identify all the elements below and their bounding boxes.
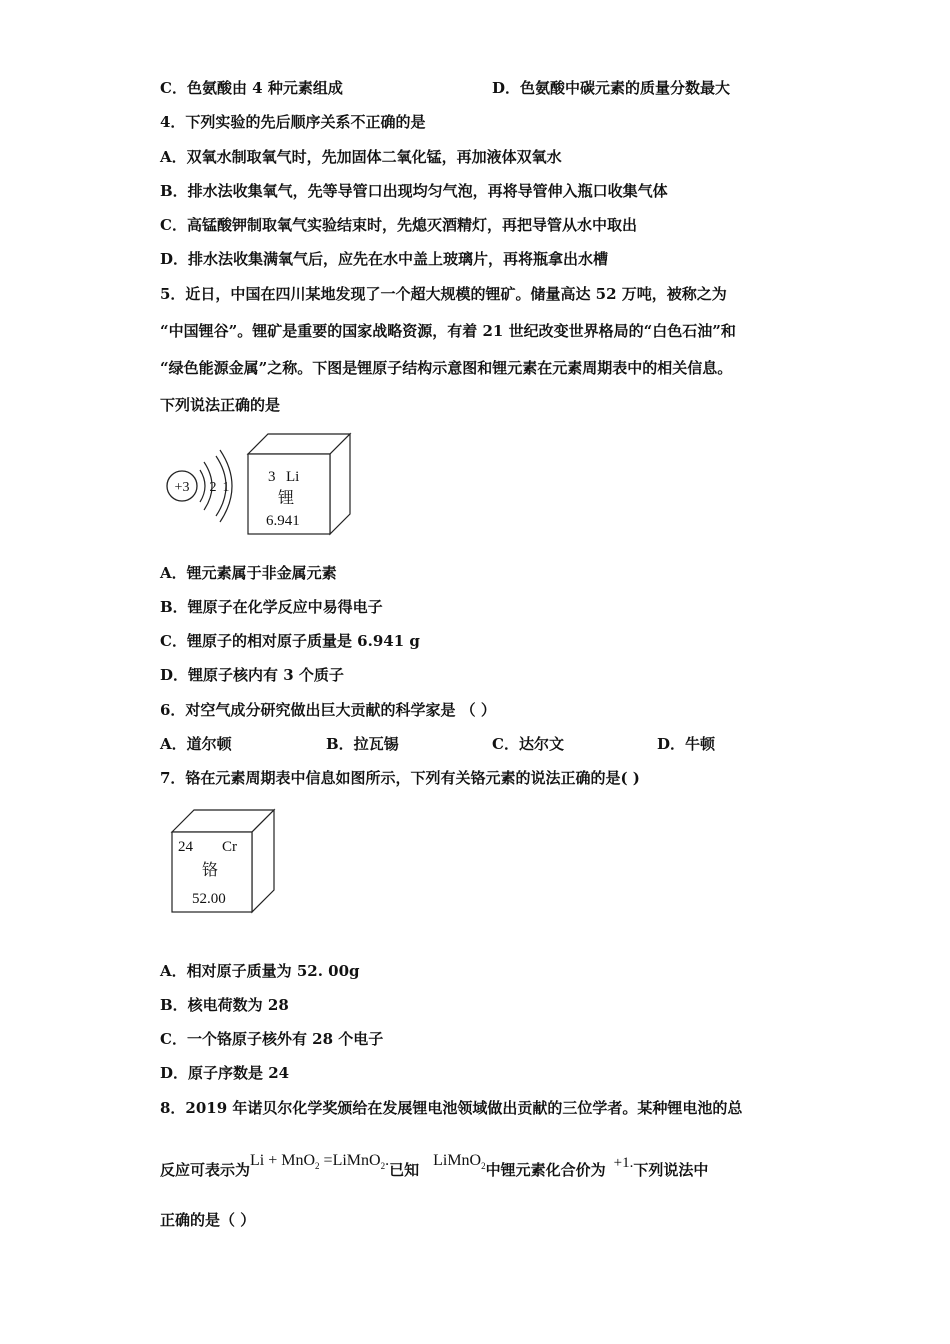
q5-stem-line3: “绿色能源金属”之称。下图是锂原子结构示意图和锂元素在元素周期表中的相关信息。 [160, 359, 733, 377]
q3-option-c: C．色氨酸由 4 种元素组成 [160, 79, 343, 97]
q8-mid: 中锂元素化合价为 [485, 1161, 606, 1179]
cr-name: 铬 [202, 860, 219, 879]
shell1-electrons: 2 [209, 480, 217, 495]
q5-option-b: B．锂原子在化学反应中易得电子 [160, 598, 383, 616]
compound-formula: LiMnO$_2$ [433, 1152, 486, 1172]
q5-option-c: C．锂原子的相对原子质量是 6.941 g [160, 632, 420, 650]
q8-known: 已知 [389, 1161, 420, 1179]
lithium-element-cell [244, 432, 356, 538]
q7-option-a: A．相对原子质量为 52. 00g [160, 962, 360, 980]
li-atomic-mass: 6.941 [266, 513, 300, 529]
q7-option-c: C．一个铬原子核外有 28 个电子 [160, 1030, 384, 1048]
lithium-atom-diagram [160, 448, 240, 528]
q5-stem-line2: “中国锂谷”。锂矿是重要的国家战略资源，有着 21 世纪改变世界格局的“白色石油”和 [160, 322, 736, 340]
cr-symbol: Cr [222, 839, 237, 855]
q5-stem-line1: 5．近日，中国在四川某地发现了一个超大规模的锂矿。储量高达 52 万吨，被称之为 [160, 285, 727, 303]
q5-stem-line4: 下列说法正确的是 [160, 396, 281, 414]
q6-option-d: D．牛顿 [657, 735, 716, 753]
nucleus-charge: +3 [174, 480, 190, 495]
chromium-element-cell [168, 808, 280, 916]
q6-option-a: A．道尔顿 [160, 735, 232, 753]
shell2-electrons: 1 [222, 480, 230, 495]
reaction-equation: Li + MnO$_2$ =LiMnO$_2$. [250, 1152, 390, 1172]
q8-pre: 反应可表示为 [160, 1161, 251, 1179]
q4-option-b: B．排水法收集氧气，先等导管口出现均匀气泡，再将导管伸入瓶口收集气体 [160, 182, 668, 200]
q4-option-a: A．双氧水制取氧气时，先加固体二氧化锰，再加液体双氧水 [160, 148, 562, 166]
cr-atomic-number: 24 [178, 839, 193, 855]
q7-option-b: B．核电荷数为 28 [160, 996, 289, 1014]
q8-stem-line3: 正确的是（ ） [160, 1211, 256, 1229]
q4-stem: 4．下列实验的先后顺序关系不正确的是 [160, 113, 426, 131]
q5-option-d: D．锂原子核内有 3 个质子 [160, 666, 344, 684]
li-name: 锂 [278, 488, 295, 507]
q8-stem-line2 [160, 1152, 709, 1186]
q6-option-c: C．达尔文 [492, 735, 564, 753]
q8-tail: 下列说法中 [633, 1161, 709, 1179]
li-atomic-number: 3 [268, 469, 276, 485]
q6-option-b: B．拉瓦锡 [326, 735, 399, 753]
q8-stem-line1: 8．2019 年诺贝尔化学奖颁给在发展锂电池领域做出贡献的三位学者。某种锂电池的总 [160, 1099, 743, 1117]
q5-option-a: A．锂元素属于非金属元素 [160, 564, 337, 582]
q7-stem: 7．铬在元素周期表中信息如图所示，下列有关铬元素的说法正确的是( ) [160, 769, 640, 787]
q3-option-d: D．色氨酸中碳元素的质量分数最大 [492, 79, 731, 97]
cr-atomic-mass: 52.00 [192, 891, 226, 907]
valence-value: +1. [613, 1155, 634, 1171]
q4-option-c: C．高锰酸钾制取氧气实验结束时，先熄灭酒精灯，再把导管从水中取出 [160, 216, 637, 234]
li-symbol: Li [286, 469, 300, 485]
q4-option-d: D．排水法收集满氧气后，应先在水中盖上玻璃片，再将瓶拿出水槽 [160, 250, 609, 268]
q7-option-d: D．原子序数是 24 [160, 1064, 290, 1082]
shell-arc-1 [200, 470, 205, 502]
q6-stem: 6．对空气成分研究做出巨大贡献的科学家是 （ ） [160, 701, 496, 719]
